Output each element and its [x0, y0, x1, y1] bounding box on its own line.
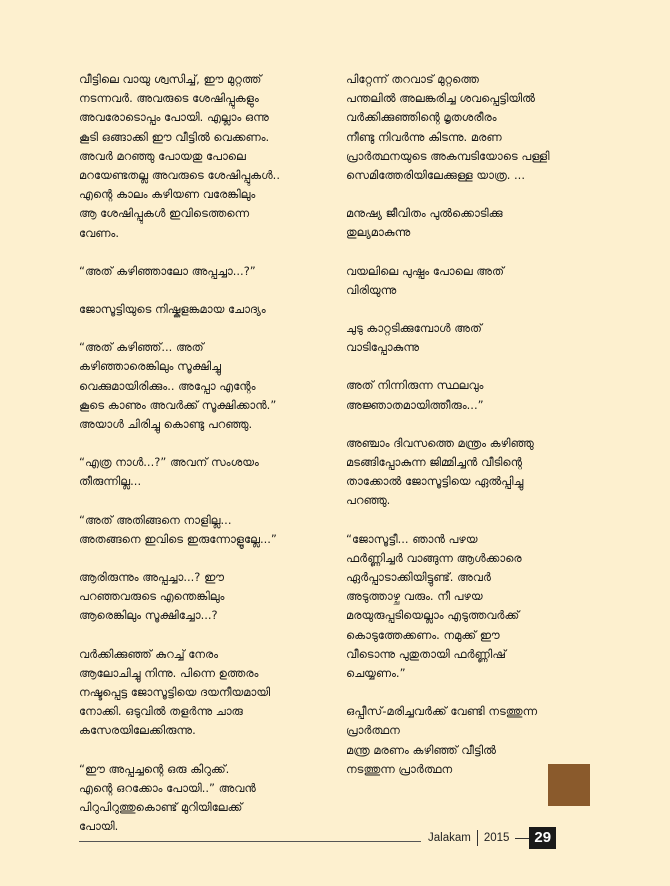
text-line: കസേരയിലേക്കിരുന്നു. — [79, 723, 196, 738]
text-line: അടുത്താഴ്ച വരും. നീ പഴയ — [346, 589, 483, 604]
text-line: പ്രാർത്ഥനയുടെ അകമ്പടിയോടെ പള്ളി — [346, 148, 550, 163]
paragraph — [346, 319, 611, 357]
text-line: പറഞ്ഞു. — [346, 493, 391, 508]
text-line: “അത് കഴിഞ്ഞ്... അത് — [79, 340, 204, 355]
text-line: മനുഷ്യ ജീവിതം പുൽക്കൊടിക്കു — [346, 206, 503, 221]
text-line: വീടൊന്നു പുതുതായി ഫർണ്ണിഷ് — [346, 646, 506, 661]
text-line: പന്തലിൽ അലങ്കരിച്ച ശവപ്പെട്ടിയിൽ — [346, 91, 535, 106]
text-line: എന്റെ കാലം കഴിയണ വരേങ്കിലും — [79, 187, 256, 202]
paragraph — [79, 568, 344, 626]
magazine-name: Jalakam — [428, 832, 471, 844]
text-line: പിറ്റേന്ന് തറവാട് മുറ്റത്തെ — [346, 72, 479, 86]
text-line: നീണ്ടു നിവർന്നു കിടന്നു. മരണ — [346, 129, 502, 144]
text-line: ആരിരുന്നും അപ്പച്ചാ...? ഈ — [79, 570, 224, 585]
text-line: വീട്ടിലെ വായു ശ്വസിച്ച്, ഈ മുറ്റത്ത് — [79, 72, 262, 86]
paragraph — [346, 70, 611, 185]
paragraph — [79, 70, 344, 243]
text-line: ഒപ്പീസ്-മരിച്ചവർക്ക് വേണ്ടി നടത്തുന്ന — [346, 704, 538, 719]
text-line: കൂടി ഒങ്ങാക്കി ഈ വീട്ടിൽ വെക്കണം. — [79, 129, 270, 144]
text-line: മരയുരുപ്പടിയെല്ലാം എടുത്തവർക്ക് — [346, 608, 520, 623]
text-line: മടങ്ങിപ്പോകുന്ന ജിമ്മിച്ചൻ വീടിന്റെ — [346, 455, 523, 470]
text-line: ചെയ്യണം.” — [346, 666, 406, 681]
paragraph — [346, 530, 611, 684]
text-line: വയലിലെ പുഷ്പം പോലെ അത് — [346, 263, 504, 278]
text-line: നടത്തുന്ന പ്രാർത്ഥന — [346, 761, 453, 776]
text-line: അതങ്ങനെ ഇവിടെ ഇരുന്നോളൂല്ലേ...” — [79, 531, 277, 546]
text-line: കൂടെ കാണും അവർക്ക് സൂക്ഷിക്കാൻ.” — [79, 397, 277, 412]
paragraph — [346, 262, 611, 300]
text-line: ആ ശേഷിപ്പുകൾ ഇവിടെത്തന്നെ — [79, 206, 250, 221]
page-footer — [428, 826, 556, 850]
text-line: തുല്യമാകുന്നു — [346, 225, 411, 240]
text-line: ഫർണ്ണിച്ചർ വാങ്ങുന്ന ആൾക്കാരെ — [346, 550, 522, 565]
text-line: ആലോചിച്ചു നിന്നു. പിന്നെ ഉത്തരം — [79, 665, 259, 680]
text-line: കഴിഞ്ഞാരെങ്കിലും സൂക്ഷിച്ചു — [79, 359, 221, 374]
text-line: “ജോസൂട്ടീ... ഞാൻ പഴയ — [346, 531, 478, 546]
paragraph — [79, 338, 344, 434]
text-line: ചുടു കാറ്റടിക്കുമ്പോൾ അത് — [346, 321, 482, 336]
text-line: അത് നിന്നിരുന്ന സ്ഥലവും — [346, 378, 484, 393]
text-line: “എത്ര നാൾ...?” അവന് സംശയം — [79, 455, 259, 470]
text-line: താക്കോൽ ജോസൂട്ടിയെ ഏൽപ്പിച്ചു — [346, 474, 524, 489]
text-line: പിറുപിറുത്തുകൊണ്ട് മുറിയിലേക്ക് — [79, 800, 243, 815]
text-line: എന്റെ ഒറക്കോം പോയി..” അവൻ — [79, 780, 256, 795]
text-line: വർക്കിക്കുഞ്ഞിന്റെ മൃതശരീരം — [346, 110, 497, 125]
paragraph — [346, 376, 611, 414]
text-line: അവർ മറഞ്ഞു പോയതു പോലെ — [79, 148, 246, 163]
text-line: തീരുന്നില്ല... — [79, 474, 142, 489]
paragraph — [79, 760, 344, 837]
text-line: നഷ്ടപ്പെട്ട ജോസൂട്ടിയെ ദയനീയമായി — [79, 685, 271, 700]
text-line: മന്ത്ര മരണം കഴിഞ്ഞ് വീട്ടിൽ — [346, 742, 496, 757]
text-line: പോയി. — [79, 819, 119, 834]
text-line: കൊടുത്തേക്കണം. നമുക്ക് ഈ — [346, 627, 500, 642]
paragraph — [79, 300, 344, 319]
footer-rule — [79, 841, 421, 842]
footer-dash — [515, 838, 529, 839]
left-column — [79, 70, 344, 856]
text-line: “ഈ അപ്പച്ചന്റെ ഒരു കിറുക്ക്. — [79, 761, 230, 776]
text-line: അയാൾ ചിരിച്ചു കൊണ്ടു പറഞ്ഞു. — [79, 417, 253, 432]
text-line: വർക്കിക്കുഞ്ഞ് കുറച്ച് നേരം — [79, 646, 219, 661]
text-line: അജ്ഞാതമായിത്തീരും...” — [346, 397, 484, 412]
text-line: “അത് കഴിഞ്ഞാലോ അപ്പച്ചാ...?” — [79, 263, 256, 278]
issue-year: 2015 — [483, 832, 510, 844]
text-line: മറയേണ്ടതല്ല അവരുടെ ശേഷിപ്പുകൾ.. — [79, 168, 280, 183]
text-line: നടന്നവർ. അവരുടെ ശേഷിപ്പുകളും — [79, 91, 259, 106]
text-line: ഏർപ്പാടാക്കിയിട്ടുണ്ട്. അവർ — [346, 570, 491, 585]
text-line: ആരെങ്കിലും സൂക്ഷിച്ചോ...? — [79, 608, 218, 623]
paragraph — [79, 511, 344, 549]
text-line: അവരോടൊപ്പം പോയി. എല്ലാം ഒന്നു — [79, 110, 269, 125]
text-line: നോക്കി. ഒടുവിൽ തളർന്നു ചാരു — [79, 704, 243, 719]
text-line: “അത് അതിങ്ങനെ നാളില്ല... — [79, 512, 232, 527]
paragraph — [79, 453, 344, 491]
paragraph — [346, 204, 611, 242]
paragraph — [79, 645, 344, 741]
decorative-brown-square — [548, 764, 590, 806]
right-column — [346, 70, 611, 798]
text-line: പ്രാർത്ഥന — [346, 723, 400, 738]
text-line: പറഞ്ഞവരുടെ എന്തെങ്കിലും — [79, 589, 225, 604]
text-line: വാടിപ്പോകുന്നു — [346, 340, 419, 355]
text-line: വേണം. — [79, 225, 119, 240]
text-line: അഞ്ചാം ദിവസത്തെ മന്ത്രം കഴിഞ്ഞു — [346, 435, 534, 450]
footer-separator — [477, 830, 478, 846]
page-number: 29 — [529, 827, 556, 849]
text-line: വിരിയുന്നു — [346, 282, 397, 297]
text-line: വെക്കുമായിരിക്കും.. അപ്പോ എന്റേം — [79, 378, 256, 393]
text-line: ജോസൂട്ടിയുടെ നിഷ്കളങ്കമായ ചോദ്യം — [79, 302, 266, 317]
paragraph — [346, 434, 611, 511]
text-line: സെമിത്തേരിയിലേക്കുള്ള യാത്ര. ... — [346, 168, 525, 183]
paragraph — [79, 262, 344, 281]
